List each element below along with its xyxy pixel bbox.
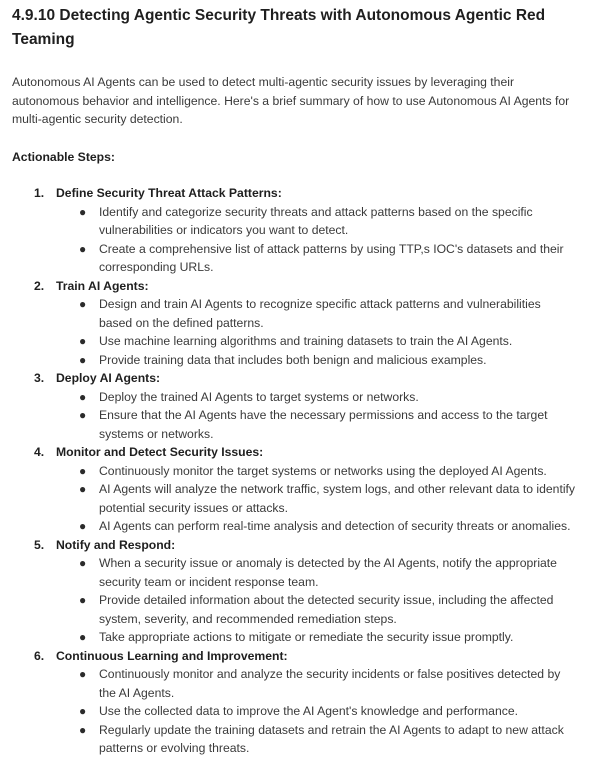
bullet-item bbox=[56, 388, 577, 407]
bullet-item bbox=[56, 554, 577, 591]
step-item bbox=[12, 369, 577, 443]
bullet-item bbox=[56, 591, 577, 628]
bullet-dot-icon: ● bbox=[79, 389, 87, 404]
step-bullet-list bbox=[56, 295, 577, 369]
bullet-item bbox=[56, 721, 577, 758]
step-item bbox=[12, 647, 577, 758]
bullet-dot-icon: ● bbox=[79, 704, 87, 718]
bullet-dot-icon: ● bbox=[79, 334, 87, 348]
bullet-text: Design and train AI Agents to recognize specific attack patterns and vulnerabilities based on the defined patterns. bbox=[99, 297, 541, 330]
bullet-item bbox=[56, 480, 577, 517]
bullet-item bbox=[56, 295, 577, 332]
bullet-text: Identify and categorize security threats and attack patterns based on the specific vulnerabilities or indicators you want to detect. bbox=[99, 204, 533, 237]
step-item bbox=[12, 277, 577, 370]
bullet-text: Regularly update the training datasets and retrain the AI Agents to adapt to new attack patterns or evolving threats. bbox=[99, 722, 564, 755]
document-title: 4.9.10 Detecting Agentic Security Threats with Autonomous Agentic Red Teaming bbox=[12, 7, 546, 48]
step-number: 5. bbox=[34, 537, 45, 552]
step-bullet-list bbox=[56, 462, 577, 536]
step-title: Deploy AI Agents: bbox=[56, 371, 161, 385]
step-title: Monitor and Detect Security Issues: bbox=[56, 445, 264, 459]
bullet-item bbox=[56, 665, 577, 702]
actionable-steps-heading: Actionable Steps: bbox=[12, 149, 115, 164]
bullet-item bbox=[56, 406, 577, 443]
steps-list bbox=[12, 184, 577, 758]
bullet-dot-icon: ● bbox=[79, 593, 87, 607]
bullet-item bbox=[56, 462, 577, 481]
bullet-dot-icon: ● bbox=[79, 463, 87, 478]
bullet-text: Create a comprehensive list of attack patterns by using TTP,s IOC's datasets and their corresponding URLs. bbox=[99, 241, 564, 274]
bullet-item bbox=[56, 332, 577, 351]
bullet-dot-icon: ● bbox=[79, 630, 87, 644]
step-bullet-list bbox=[56, 554, 577, 647]
step-number: 6. bbox=[34, 648, 45, 663]
bullet-dot-icon: ● bbox=[79, 204, 87, 219]
bullet-dot-icon: ● bbox=[79, 667, 87, 681]
bullet-item bbox=[56, 517, 577, 536]
step-title: Define Security Threat Attack Patterns: bbox=[56, 186, 282, 200]
bullet-text: Use machine learning algorithms and training datasets to train the AI Agents. bbox=[99, 334, 513, 348]
step-item bbox=[12, 184, 577, 277]
bullet-text: Use the collected data to improve the AI Agent's knowledge and performance. bbox=[99, 704, 518, 718]
bullet-text: AI Agents can perform real-time analysis and detection of security threats or anomalies. bbox=[99, 519, 571, 533]
bullet-item bbox=[56, 702, 577, 721]
bullet-dot-icon: ● bbox=[79, 297, 87, 311]
bullet-item bbox=[56, 240, 577, 277]
bullet-text: Ensure that the AI Agents have the necessary permissions and access to the target systems or networks. bbox=[99, 408, 548, 441]
intro-paragraph: Autonomous AI Agents can be used to detect multi-agentic security issues by leveraging their autonomous behavior and intelligence. Here's a brief summary of how to use Autonomous AI Agents for multi-agentic security detection. bbox=[12, 75, 570, 126]
bullet-dot-icon: ● bbox=[79, 241, 87, 256]
bullet-dot-icon: ● bbox=[79, 556, 87, 570]
bullet-dot-icon: ● bbox=[79, 352, 87, 367]
step-number: 2. bbox=[34, 278, 45, 293]
step-item bbox=[12, 536, 577, 647]
step-title: Notify and Respond: bbox=[56, 537, 176, 552]
bullet-item bbox=[56, 628, 577, 647]
step-item bbox=[12, 443, 577, 536]
step-bullet-list bbox=[56, 388, 577, 444]
bullet-text: When a security issue or anomaly is detected by the AI Agents, notify the appropriate security team or incident response team. bbox=[99, 556, 557, 589]
bullet-item bbox=[56, 203, 577, 240]
bullet-dot-icon: ● bbox=[79, 408, 87, 422]
step-title: Train AI Agents: bbox=[56, 278, 149, 293]
bullet-item bbox=[56, 351, 577, 370]
step-title: Continuous Learning and Improvement: bbox=[56, 648, 288, 663]
bullet-text: Take appropriate actions to mitigate or remediate the security issue promptly. bbox=[99, 630, 514, 644]
bullet-text: Deploy the trained AI Agents to target systems or networks. bbox=[99, 389, 419, 404]
bullet-text: AI Agents will analyze the network traffic, system logs, and other relevant data to identify potential security issues or attacks. bbox=[99, 482, 576, 515]
step-bullet-list bbox=[56, 203, 577, 277]
bullet-text: Provide training data that includes both benign and malicious examples. bbox=[99, 352, 487, 367]
bullet-dot-icon: ● bbox=[79, 519, 87, 533]
bullet-text: Continuously monitor and analyze the security incidents or false positives detected by the AI Agents. bbox=[99, 667, 561, 700]
bullet-dot-icon: ● bbox=[79, 722, 87, 737]
bullet-text: Provide detailed information about the detected security issue, including the affected system, severity, and recommended remediation steps. bbox=[99, 593, 554, 626]
bullet-text: Continuously monitor the target systems or networks using the deployed AI Agents. bbox=[99, 463, 547, 478]
step-number: 1. bbox=[34, 186, 45, 200]
step-bullet-list bbox=[56, 665, 577, 758]
step-number: 4. bbox=[34, 445, 45, 459]
step-number: 3. bbox=[34, 371, 45, 385]
bullet-dot-icon: ● bbox=[79, 482, 87, 496]
